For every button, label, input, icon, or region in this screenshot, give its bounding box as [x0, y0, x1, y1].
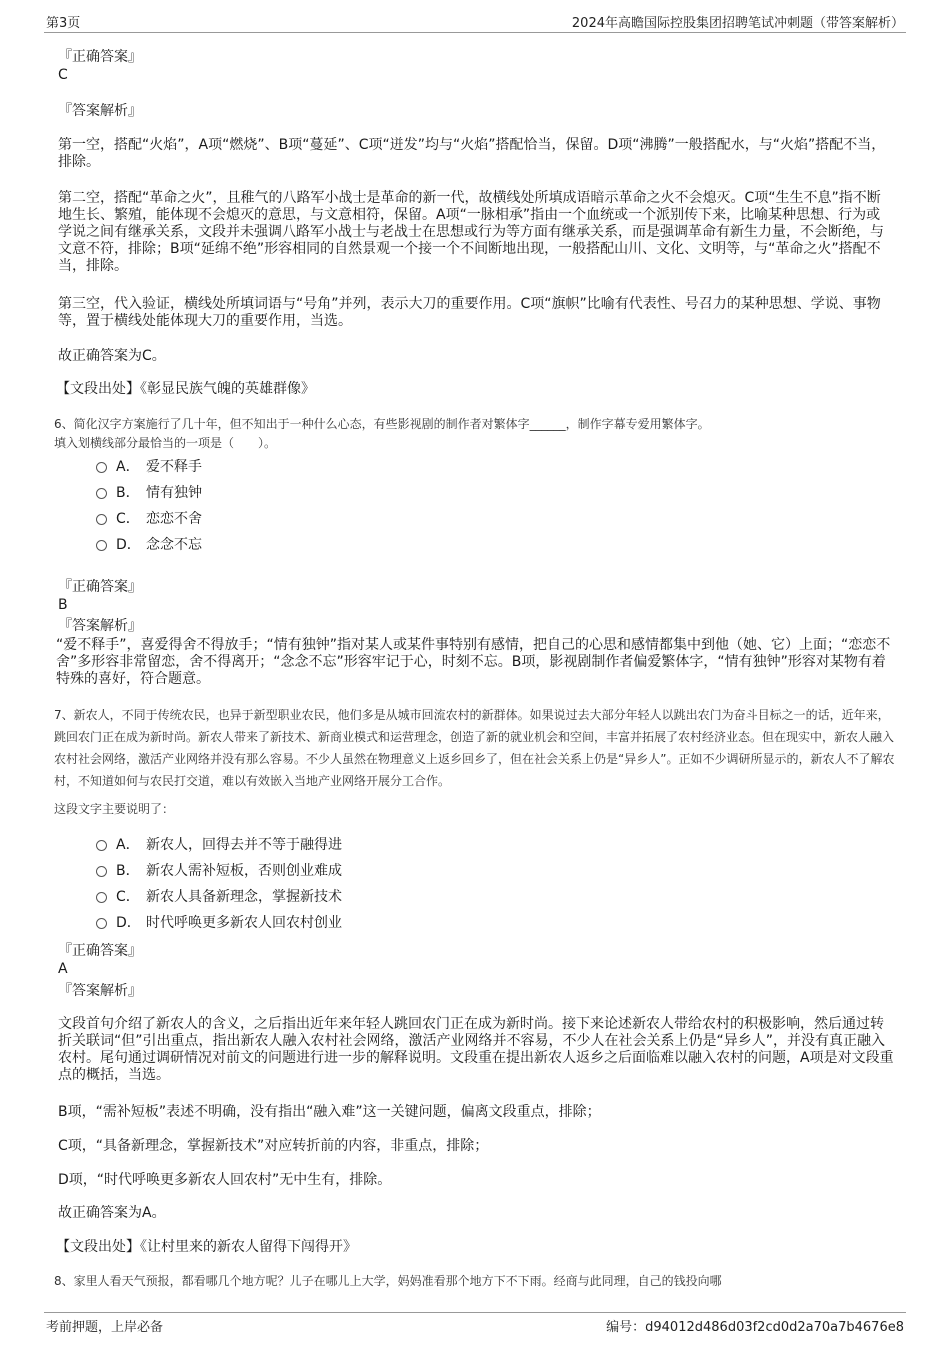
option-a[interactable]: A． 爱不释手	[96, 456, 202, 478]
answer-value: C	[58, 67, 68, 83]
radio-icon[interactable]	[96, 892, 107, 903]
final-answer: 故正确答案为A。	[58, 1205, 166, 1221]
analysis-paragraph: 第二空，搭配“革命之火”，且稚气的八路军小战士是革命的新一代，故横线处所填成语暗示革命之火不会熄灭。C项“生生不息”指不断地生长、繁殖，能体现不会熄灭的意思，与文意相符，保留。A项“一脉相承”指由一个血统或一个派别传下来，比喻某种思想、行为或学说之间有继承关系，文段并未强调八路军小战士与老战士在思想或行为等方面有继承关系，而是强调革命有新生力量，不会断绝，与文意不符，排除；B项“延绵不绝”形容相同的自然景观一个接一个不间断地出现，一般搭配山川、文化、文明等，与“革命之火”搭配不当，排除。	[58, 190, 884, 274]
option-a[interactable]: A． 新农人，回得去并不等于融得进	[96, 834, 342, 856]
option-text: 新农人具备新理念，掌握新技术	[146, 889, 342, 905]
option-text: 情有独钟	[146, 485, 202, 501]
analysis-paragraph: D项，“时代呼唤更多新农人回农村”无中生有，排除。	[58, 1172, 392, 1188]
analysis-label: 『答案解析』	[58, 103, 142, 119]
radio-icon[interactable]	[96, 488, 107, 499]
analysis-paragraph: C项，“具备新理念，掌握新技术”对应转折前的内容，非重点，排除；	[58, 1138, 489, 1154]
option-c[interactable]: C． 恋恋不舍	[96, 508, 202, 530]
answer-label: 『正确答案』	[58, 49, 142, 65]
analysis-paragraph: B项，“需补短板”表述不明确，没有指出“融入难”这一关键问题，偏离文段重点，排除；	[58, 1104, 601, 1120]
source-citation: 【文段出处】《彰显民族气魄的英雄群像》	[56, 381, 315, 397]
analysis-paragraph: 第三空，代入验证，横线处所填词语与“号角”并列，表示大刀的重要作用。C项“旗帜”比喻有代表性、号召力的某种思想、学说、事物等，置于横线处能体现大刀的重要作用，当选。	[58, 296, 881, 329]
option-text: 时代呼唤更多新农人回农村创业	[146, 915, 342, 931]
page-number: 第3页	[46, 16, 81, 31]
question-prompt: 填入划横线部分最恰当的一项是（ ）。	[54, 436, 277, 450]
question-stem: 7、新农人，不同于传统农民，也异于新型职业农民，他们多是从城市回流农村的新群体。如果说过去大部分年轻人以跳出农门为奋斗目标之一的话，近年来，跳回农门正在成为新时尚。新农人带来了新技术、新商业模式和运营理念，创造了新的就业机会和空间，丰富并拓展了农村经济业态。但在现实中，新农人融入农村社会网络，激活产业网络并没有那么容易。不少人虽然在物理意义上返乡回乡了，但在社会关系上仍是“异乡人”。正如不少调研所显示的，新农人不了解农村，不知道如何与农民打交道，难以有效嵌入当地产业网络开展分工合作。	[54, 708, 895, 788]
analysis-paragraph: 第一空，搭配“火焰”，A项“燃烧”、B项“蔓延”、C项“迸发”均与“火焰”搭配恰当，保留。D项“沸腾”一般搭配水，与“火焰”搭配不当，排除。	[58, 137, 886, 170]
question-stem: 8、家里人看天气预报，都看哪几个地方呢？儿子在哪儿上大学，妈妈准看那个地方下不下雨。经商与此同理，自己的钱投向哪	[54, 1274, 722, 1288]
question-prompt: 这段文字主要说明了：	[54, 802, 175, 816]
option-text: 恋恋不舍	[146, 511, 202, 527]
radio-icon[interactable]	[96, 540, 107, 551]
option-c[interactable]: C． 新农人具备新理念，掌握新技术	[96, 886, 342, 908]
footer-divider	[44, 1312, 906, 1313]
option-text: 新农人需补短板，否则创业难成	[146, 863, 342, 879]
option-text: 爱不释手	[146, 459, 202, 475]
source-citation: 【文段出处】《让村里来的新农人留得下闯得开》	[56, 1239, 357, 1255]
footer-slogan: 考前押题，上岸必备	[46, 1320, 164, 1335]
analysis-label: 『答案解析』	[58, 618, 142, 634]
radio-icon[interactable]	[96, 918, 107, 929]
analysis-paragraph: 文段首句介绍了新农人的含义，之后指出近年来年轻人跳回农门正在成为新时尚。接下来论述新农人带给农村的积极影响，然后通过转折关联词“但”引出重点，指出新农人融入农村社会网络，激活产业网络并不容易，不少人在社会关系上仍是“异乡人”，并没有真正融入农村。尾句通过调研情况对前文的问题进行进一步的解释说明。文段重在提出新农人返乡之后面临难以融入农村的问题，A项是对文段重点的概括，当选。	[58, 1016, 894, 1083]
answer-label: 『正确答案』	[58, 943, 142, 959]
option-d[interactable]: D． 时代呼唤更多新农人回农村创业	[96, 912, 342, 934]
answer-value: B	[58, 597, 68, 613]
answer-label: 『正确答案』	[58, 579, 142, 595]
question-stem: 6、简化汉字方案施行了几十年，但不知出于一种什么心态，有些影视剧的制作者对繁体字______，制作字幕专爱用繁体字。	[54, 417, 710, 431]
radio-icon[interactable]	[96, 462, 107, 473]
option-text: 念念不忘	[146, 537, 202, 553]
document-code-value: d94012d486d03f2cd0d2a70a7b4676e8	[645, 1320, 904, 1335]
analysis-label: 『答案解析』	[58, 983, 142, 999]
analysis-paragraph: “爱不释手”，喜爱得舍不得放手；“情有独钟”指对某人或某件事特别有感情，把自己的心思和感情都集中到他（她、它）上面；“恋恋不舍”多形容非常留恋，舍不得离开；“念念不忘”形容牢记于心，时刻不忘。B项，影视剧制作者偏爱繁体字，“情有独钟”形容对某物有着特殊的喜好，符合题意。	[56, 637, 891, 687]
option-b[interactable]: B． 情有独钟	[96, 482, 202, 504]
option-b[interactable]: B． 新农人需补短板，否则创业难成	[96, 860, 342, 882]
document-code: 编号：d94012d486d03f2cd0d2a70a7b4676e8	[606, 1320, 904, 1335]
radio-icon[interactable]	[96, 866, 107, 877]
answer-value: A	[58, 961, 68, 977]
document-title: 2024年高瞻国际控股集团招聘笔试冲刺题（带答案解析）	[571, 16, 904, 31]
radio-icon[interactable]	[96, 514, 107, 525]
option-d[interactable]: D． 念念不忘	[96, 534, 202, 556]
radio-icon[interactable]	[96, 840, 107, 851]
header-divider	[44, 32, 906, 33]
option-text: 新农人，回得去并不等于融得进	[146, 837, 342, 853]
final-answer: 故正确答案为C。	[58, 348, 166, 364]
